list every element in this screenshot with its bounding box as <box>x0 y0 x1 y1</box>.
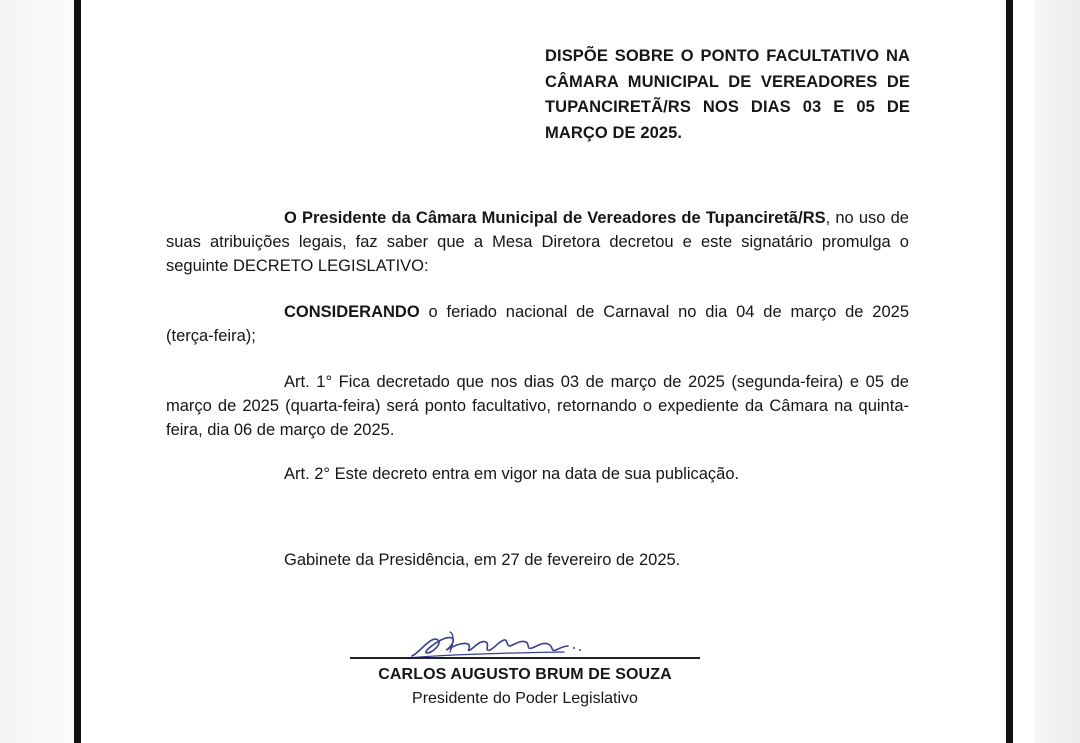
right-page-border <box>1006 0 1013 743</box>
left-margin-shade <box>0 0 74 743</box>
article-2-paragraph: Art. 2° Este decreto entra em vigor na data de sua publicação. <box>284 465 740 483</box>
decree-subject: DISPÕE SOBRE O PONTO FACULTATIVO NA CÂMARA MUNICIPAL DE VEREADORES DE TUPANCIRETÃ/RS NOS DIAS 03 E 05 DE MARÇO DE 2025. <box>545 47 910 142</box>
left-page-border <box>74 0 81 743</box>
signer-name: CARLOS AUGUSTO BRUM DE SOUZA <box>378 666 672 683</box>
preamble-paragraph <box>166 206 909 278</box>
handwritten-signature <box>350 622 700 662</box>
signer-title: Presidente do Poder Legislativo <box>412 690 638 707</box>
preamble-authority: O Presidente da Câmara Municipal de Vereadores de Tupanciretã/RS <box>284 209 826 227</box>
preamble-text: , no uso de suas atribuições legais, faz saber que a Mesa Diretora decretou e este signatário promulga o seguinte DECRETO LEGISLATIVO: <box>166 209 909 275</box>
considering-text: o feriado nacional de Carnaval no dia 04 de março de 2025 (terça-feira); <box>166 303 909 345</box>
signature-line <box>350 657 700 659</box>
article-1-paragraph: Art. 1° Fica decretado que nos dias 03 de março de 2025 (segunda-feira) e 05 de março de 2025 (quarta-feira) será ponto facultativo, retornando o expediente da Câmara na quinta-feira, dia 06 de março de 2025. <box>166 373 909 439</box>
right-margin-shade <box>1034 0 1080 743</box>
place-date-line: Gabinete da Presidência, em 27 de fevereiro de 2025. <box>284 551 681 569</box>
signature-scribble <box>350 622 700 662</box>
considering-paragraph <box>166 300 909 348</box>
considering-keyword: CONSIDERANDO <box>284 303 420 321</box>
